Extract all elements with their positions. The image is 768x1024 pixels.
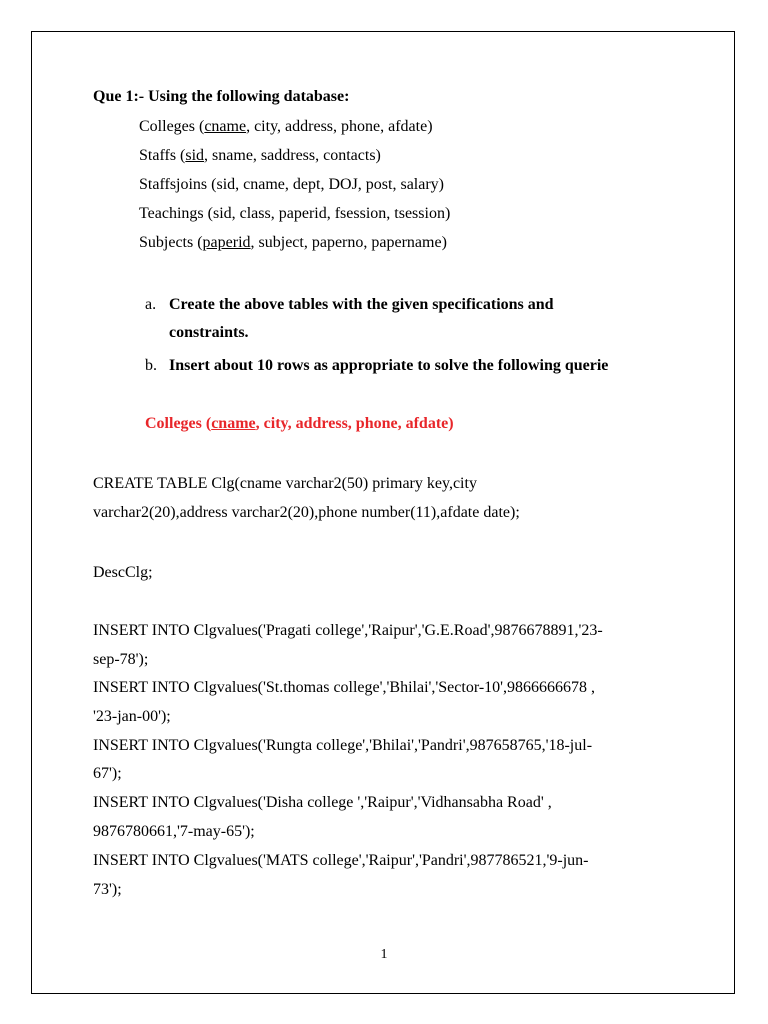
create-statement-line-2: varchar2(20),address varchar2(20),phone number(11),afdate date); xyxy=(93,504,520,521)
primary-key: sid xyxy=(185,147,205,164)
task-a-continuation: constraints. xyxy=(169,324,249,341)
insert-statement-2-line-1: INSERT INTO Clgvalues('St.thomas college','Bhilai','Sector-10',9866666678 , xyxy=(93,679,596,696)
section-columns: , city, address, phone, afdate) xyxy=(255,415,454,432)
schema-name: Colleges ( xyxy=(139,118,205,135)
primary-key: paperid xyxy=(202,234,251,251)
schema-name: Subjects ( xyxy=(139,234,203,251)
insert-statement-4-line-2: 9876780661,'7-may-65'); xyxy=(93,823,255,840)
insert-statement-3-line-2: 67'); xyxy=(93,765,122,782)
list-marker: b. xyxy=(145,357,157,374)
schema-staffsjoins: Staffsjoins (sid, cname, dept, DOJ, post, salary) xyxy=(139,176,444,193)
insert-statement-3-line-1: INSERT INTO Clgvalues('Rungta college','Bhilai','Pandri',987658765,'18-jul- xyxy=(93,737,593,754)
task-b xyxy=(145,356,608,376)
insert-statement-4-line-1: INSERT INTO Clgvalues('Disha college ','Raipur','Vidhansabha Road' , xyxy=(93,794,552,811)
schema-teachings: Teachings (sid, class, paperid, fsession, tsession) xyxy=(139,205,451,222)
primary-key: cname xyxy=(204,118,247,135)
schema-columns: , sname, saddress, contacts) xyxy=(204,147,381,164)
create-statement-line-1: CREATE TABLE Clg(cname varchar2(50) primary key,city xyxy=(93,475,477,492)
insert-statement-1-line-1: INSERT INTO Clgvalues('Pragati college','Raipur','G.E.Road',9876678891,'23- xyxy=(93,622,603,639)
task-text: Insert about 10 rows as appropriate to solve the following querie xyxy=(169,357,609,374)
schema-columns: , subject, paperno, papername) xyxy=(250,234,447,251)
insert-statement-5-line-2: 73'); xyxy=(93,881,122,898)
schema-colleges xyxy=(139,117,433,137)
page-number: 1 xyxy=(380,947,388,962)
schema-name: Staffs ( xyxy=(139,147,186,164)
desc-statement: DescClg; xyxy=(93,564,153,581)
insert-statement-1-line-2: sep-78'); xyxy=(93,651,149,668)
section-primary-key: cname xyxy=(211,415,256,432)
insert-statement-2-line-2: '23-jan-00'); xyxy=(93,708,171,725)
section-heading xyxy=(145,414,454,434)
task-text: Create the above tables with the given specifications and xyxy=(169,296,554,313)
schema-staffs xyxy=(139,146,381,166)
schema-subjects xyxy=(139,233,447,253)
section-name: Colleges ( xyxy=(145,415,212,432)
task-a xyxy=(145,295,554,315)
question-heading: Que 1:- Using the following database: xyxy=(93,88,350,105)
schema-columns: , city, address, phone, afdate) xyxy=(246,118,433,135)
insert-statement-5-line-1: INSERT INTO Clgvalues('MATS college','Raipur','Pandri',987786521,'9-jun- xyxy=(93,852,589,869)
list-marker: a. xyxy=(145,296,157,313)
